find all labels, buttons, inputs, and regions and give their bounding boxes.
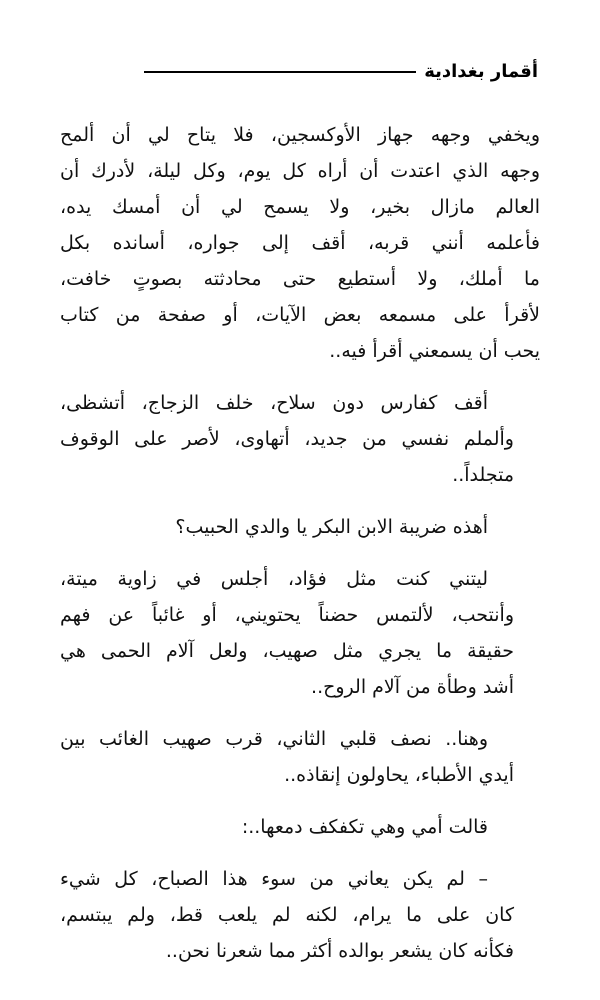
text-line: ليتني كنت مثل فؤاد، أجلس في زاوية ميتة، <box>60 568 488 590</box>
text-line: متجلداً.. <box>452 464 514 486</box>
text-line: ما أملك، ولا أستطيع حتى محادثته بصوتٍ خافت، <box>60 268 540 290</box>
paragraph <box>60 861 540 969</box>
text-line: وهنا.. نصف قلبي الثاني، قرب صهيب الغائب بين <box>60 728 488 750</box>
text-line: يحب أن يسمعني أقرأ فيه.. <box>329 340 540 362</box>
text-line: أهذه ضريبة الابن البكر يا والدي الحبيب؟ <box>175 516 488 538</box>
paragraph <box>60 721 540 793</box>
text-line: كان على ما يرام، لكنه لم يلعب قط، ولم يبتسم، <box>60 904 514 926</box>
paragraph <box>60 809 540 845</box>
text-line: أشد وطأة من آلام الروح.. <box>311 676 514 698</box>
text-line: – لم يكن يعاني من سوء هذا الصباح، كل شيء <box>60 868 488 890</box>
text-line: فكأنه كان يشعر بوالده أكثر مما شعرنا نحن.. <box>165 940 514 962</box>
text-line: ويخفي وجهه جهاز الأوكسجين، فلا يتاح لي أن ألمح <box>60 124 540 146</box>
text-line: وألملم نفسي من جديد، أتهاوى، لأصر على الوقوف <box>60 428 514 450</box>
paragraph <box>60 561 540 705</box>
paragraph <box>60 117 540 369</box>
text-line: وجهه الذي اعتدت أن أراه كل يوم، وكل ليلة، لأدرك أن <box>60 160 540 182</box>
page-body <box>60 117 540 985</box>
text-line: لأقرأ على مسمعه بعض الآيات، أو صفحة من كتاب <box>60 304 540 326</box>
book-title: أقمار بغدادية <box>424 61 538 82</box>
text-line: حقيقة ما يجري مثل صهيب، ولعل آلام الحمى هي <box>60 640 514 662</box>
header-rule <box>144 71 416 73</box>
running-header <box>118 56 538 88</box>
text-line: أيدي الأطباء، يحاولون إنقاذه.. <box>284 764 514 786</box>
text-line: وأنتحب، لألتمس حضناً يحتويني، أو غائباً عن فهم <box>60 604 514 626</box>
text-line: العالم مازال بخير، ولا يسمح لي أن أمسك يده، <box>60 196 540 218</box>
text-line: فأعلمه أنني قربه، أقف إلى جواره، أسانده بكل <box>60 232 540 254</box>
paragraph <box>60 509 540 545</box>
text-line: أقف كفارس دون سلاح، خلف الزجاج، أتشظى، <box>60 392 488 414</box>
paragraph <box>60 385 540 493</box>
text-line: قالت أمي وهي تكفكف دمعها..: <box>241 816 488 838</box>
